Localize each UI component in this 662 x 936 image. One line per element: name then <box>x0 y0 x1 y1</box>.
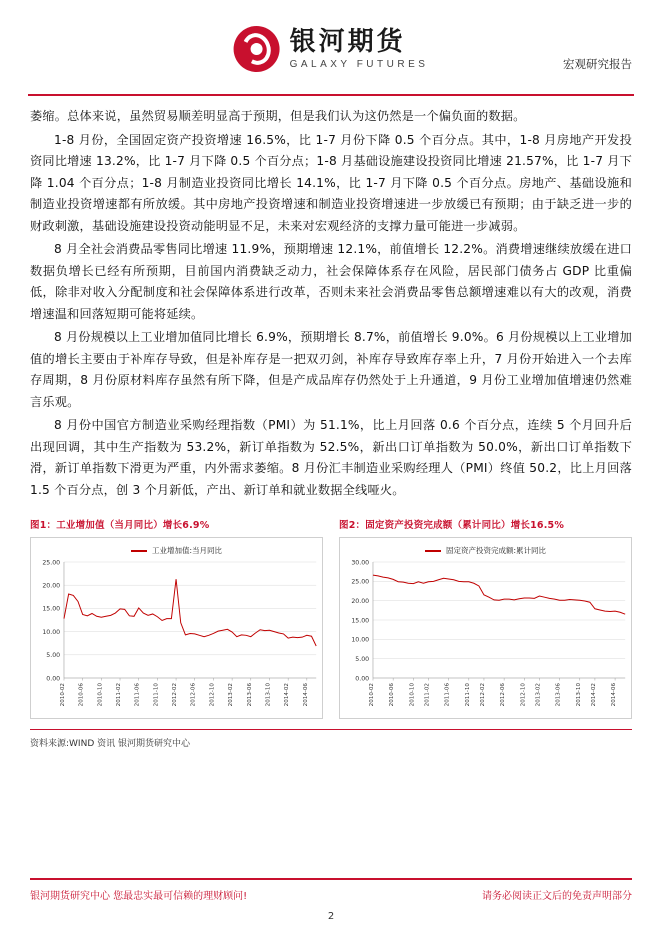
page-header <box>0 0 662 96</box>
svg-text:2013-06: 2013-06 <box>555 683 562 707</box>
page-number: 2 <box>327 911 335 922</box>
svg-text:10.00: 10.00 <box>42 628 61 636</box>
header-divider <box>28 94 634 96</box>
footer-left-text: 银河期货研究中心 您最忠实最可信赖的理财顾问! <box>30 891 248 902</box>
svg-text:2011-10: 2011-10 <box>464 683 471 707</box>
svg-text:2012-10: 2012-10 <box>209 683 216 707</box>
paragraph-1: 1-8 月份，全国固定资产投资增速 16.5%，比 1-7 月份下降 0.5 个百分点。其中，1-8 月房地产开发投资同比增速 13.2%，比 1-7 月下降 0.5 个百分点；1-8 月基础设施建设投资同比增速 21.57%，比 1-7 月下降 1.04 个百分点；1-8 月制造业投资同比增长 14.1%，比 1-7 月下降 0.5 个百分点。房地产、基础设施和制造业投资增速都有所放缓。其中房地产投资增速和制造业投资增速进一步放缓已有预期；由于缺乏进一步的财政刺激，基础设施建设投资动能明显不足，未来对宏观经济的支撑力量可能进一步减弱。 <box>30 132 632 233</box>
svg-text:2014-02: 2014-02 <box>284 683 291 707</box>
galaxy-logo-icon <box>234 26 280 72</box>
figure-1-legend-label: 工业增加值:当月同比 <box>151 546 223 555</box>
svg-text:2010-06: 2010-06 <box>389 683 396 707</box>
figure-2-legend-label: 固定资产投资完成额:累计同比 <box>445 546 547 555</box>
svg-text:2011-02: 2011-02 <box>424 683 431 707</box>
logo-text-en: GALAXY FUTURES <box>289 58 429 70</box>
figure-1 <box>30 517 323 719</box>
report-type-label: 宏观研究报告 <box>563 57 632 71</box>
legend-swatch-icon <box>425 550 441 552</box>
figure-2 <box>339 517 632 719</box>
logo-text-cn: 银河期货 <box>289 27 406 58</box>
svg-text:2010-02: 2010-02 <box>60 683 66 707</box>
svg-text:2011-02: 2011-02 <box>116 683 122 707</box>
report-body <box>0 96 662 501</box>
svg-text:2013-10: 2013-10 <box>265 683 272 707</box>
svg-text:2012-02: 2012-02 <box>172 683 179 707</box>
svg-text:20.00: 20.00 <box>42 582 61 590</box>
svg-text:2013-02: 2013-02 <box>535 683 542 707</box>
legend-swatch-icon <box>131 550 147 552</box>
page-footer <box>30 878 632 902</box>
svg-text:15.00: 15.00 <box>42 605 61 613</box>
paragraph-0: 萎缩。总体来说，虽然贸易顺差明显高于预期，但是我们认为这仍然是一个偏负面的数据。 <box>30 109 526 123</box>
svg-text:2010-10: 2010-10 <box>409 683 416 707</box>
figure-2-legend <box>340 538 631 556</box>
svg-text:15.00: 15.00 <box>351 617 370 625</box>
figure-2-chart <box>339 537 632 719</box>
figures-row <box>0 517 662 719</box>
svg-text:2013-02: 2013-02 <box>228 683 235 707</box>
svg-text:2012-02: 2012-02 <box>480 683 486 707</box>
svg-text:2010-02: 2010-02 <box>369 683 375 707</box>
svg-text:0.00: 0.00 <box>46 675 61 683</box>
svg-text:2012-10: 2012-10 <box>520 683 527 707</box>
svg-text:30.00: 30.00 <box>351 559 370 567</box>
svg-text:0.00: 0.00 <box>355 675 370 683</box>
svg-text:25.00: 25.00 <box>42 559 61 567</box>
footer-right-text: 请务必阅读正文后的免责声明部分 <box>482 891 632 902</box>
paragraph-3: 8 月份规模以上工业增加值同比增长 6.9%，预期增长 8.7%，前值增长 9.0%。6 月份规模以上工业增加值的增长主要由于补库存导致，但是补库存是一把双刃剑，补库存导致库存率上升，7 月份开始进入一个去库存周期，8 月份原材料库存虽然有所下降，但是产成品库存仍然处于上升通道，9 月份工业增加值增速仍然难言乐观。 <box>30 330 632 409</box>
svg-text:2010-10: 2010-10 <box>97 683 104 707</box>
company-logo <box>234 26 429 72</box>
svg-text:2012-06: 2012-06 <box>190 683 197 707</box>
figure-1-legend <box>31 538 322 556</box>
svg-text:2010-06: 2010-06 <box>78 683 85 707</box>
svg-text:25.00: 25.00 <box>351 578 370 586</box>
svg-text:2012-06: 2012-06 <box>500 683 507 707</box>
svg-text:2013-06: 2013-06 <box>246 683 253 707</box>
paragraph-4: 8 月份中国官方制造业采购经理指数（PMI）为 51.1%，比上月回落 0.6 个百分点，连续 5 个月回升后出现回调，其中生产指数为 53.2%，新订单指数为 52.5%，新出口订单指数为 50.0%，新出口订单指数下滑，新订单指数下滑更为严重，内外需求萎缩。8 月份汇丰制造业采购经理人（PMI）终值 50.2，比上月回落 1.5 个百分点，创 3 个月新低，产出、新订单和就业数据全线哑火。 <box>30 418 632 497</box>
figure-1-plot <box>31 558 322 718</box>
svg-text:2014-06: 2014-06 <box>302 683 309 707</box>
svg-text:2013-10: 2013-10 <box>575 683 582 707</box>
svg-text:20.00: 20.00 <box>351 597 370 605</box>
figure-1-chart <box>30 537 323 719</box>
svg-text:2011-06: 2011-06 <box>134 683 141 707</box>
figure-2-title: 图2：固定资产投资完成额（累计同比）增长16.5% <box>339 520 565 531</box>
svg-text:10.00: 10.00 <box>351 636 370 644</box>
svg-text:2014-02: 2014-02 <box>590 683 597 707</box>
svg-text:5.00: 5.00 <box>46 652 61 660</box>
svg-text:2014-06: 2014-06 <box>611 683 618 707</box>
svg-text:5.00: 5.00 <box>355 655 370 663</box>
svg-text:2011-10: 2011-10 <box>153 683 160 707</box>
figure-1-title: 图1：工业增加值（当月同比）增长6.9% <box>30 520 210 531</box>
svg-text:2011-06: 2011-06 <box>444 683 451 707</box>
figure-2-plot <box>340 558 631 718</box>
paragraph-2: 8 月全社会消费品零售同比增速 11.9%，预期增速 12.1%，前值增长 12.2%。消费增速继续放缓在进口数据负增长已经有所预期，目前国内消费缺乏动力，社会保障体系存在风险，居民部门债务占 GDP 比重偏低，除非对收入分配制度和社会保障体系进行改革，否则未来社会消费品零售总额增速难以有大的改观，消费增速温和回落短期可能将延续。 <box>30 242 632 321</box>
source-note: 资料来源:WIND 资讯 银河期货研究中心 <box>30 729 632 749</box>
